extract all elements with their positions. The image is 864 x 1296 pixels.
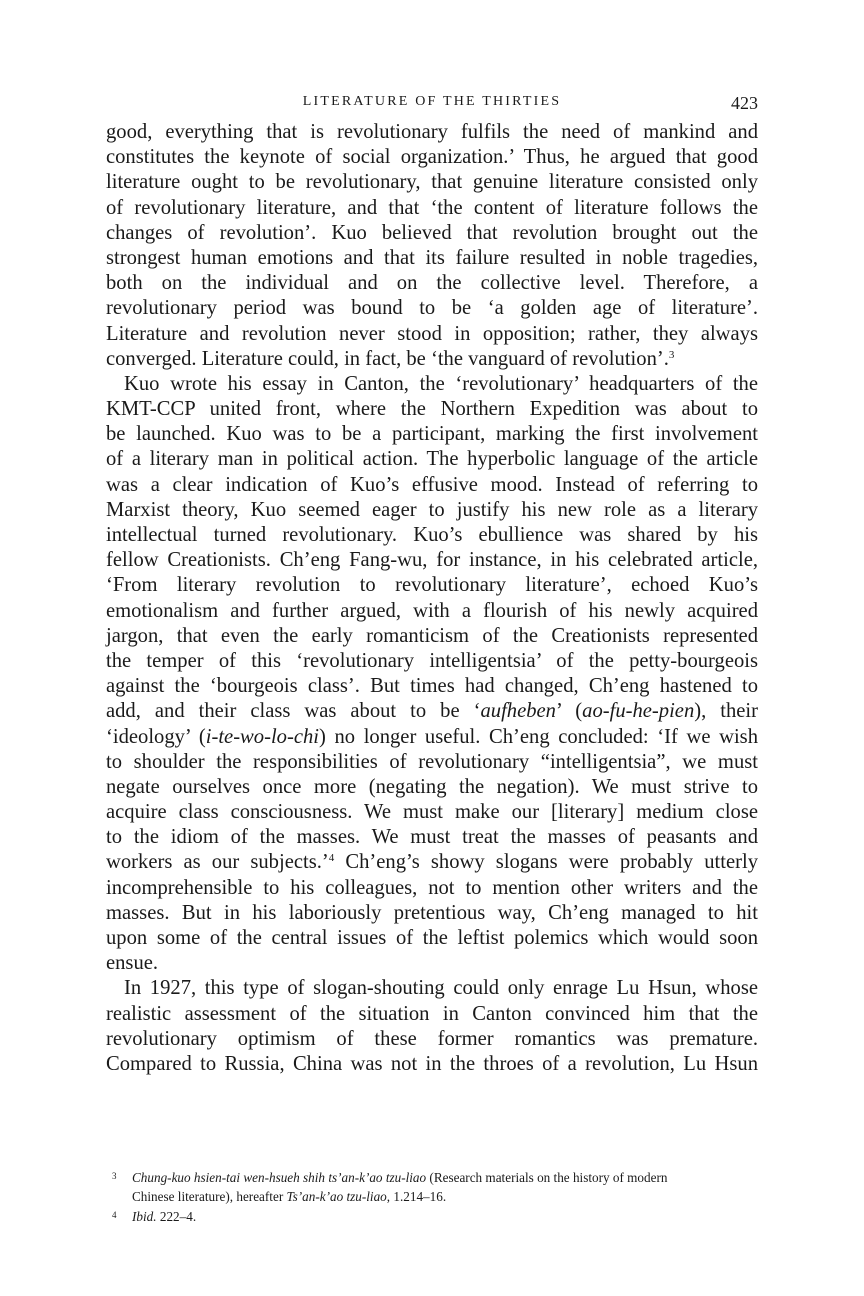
text-segment: workers as our subjects.’ xyxy=(106,851,329,874)
footnote-4 xyxy=(106,1206,758,1226)
text-line: emotionalism and further argued, with a flourish of his newly acquired xyxy=(106,599,758,622)
text-line: ensue. xyxy=(106,952,159,975)
text-segment: add, and their class was about to be ‘ xyxy=(106,700,481,723)
footnote-text: (Research materials on the history of modern xyxy=(426,1170,668,1185)
text-line: changes of revolution’. Kuo believed that revolution brought out the xyxy=(106,221,758,244)
paragraph-start-line: Kuo wrote his essay in Canton, the ‘revolutionary’ headquarters of the xyxy=(124,372,758,395)
footnote-ibid: Ibid. xyxy=(132,1209,157,1224)
footnote-text: , 1.214–16. xyxy=(386,1189,447,1204)
page-number: 423 xyxy=(731,93,758,113)
text-line: of a literary man in political action. The hyperbolic language of the article xyxy=(106,448,758,471)
footnote-short-title: Ts’an-k’ao tzu-liao xyxy=(286,1189,387,1204)
footnotes xyxy=(106,1167,758,1226)
footnote-text: Chinese literature), hereafter xyxy=(132,1189,287,1204)
footnote-ref-4[interactable]: 4 xyxy=(328,852,335,865)
text-line: against the ‘bourgeois class’. But times had changed, Ch’eng hastened to xyxy=(106,675,758,698)
text-line: jargon, that even the early romanticism of the Creationists represented xyxy=(106,624,758,647)
text-line: KMT-CCP united front, where the Northern Expedition was about to xyxy=(106,398,758,421)
text-line xyxy=(106,725,758,750)
text-line: fellow Creationists. Ch’eng Fang-wu, for instance, in his celebrated article, xyxy=(106,549,758,572)
text-line: acquire class consciousness. We must make our [literary] medium close xyxy=(106,801,758,824)
text-line: revolutionary period was bound to be ‘a golden age of literature’. xyxy=(106,297,758,320)
paragraph-start-line: In 1927, this type of slogan-shouting could only enrage Lu Hsun, whose xyxy=(124,977,758,1000)
footnote-text: 222–4. xyxy=(156,1209,197,1224)
text-line: good, everything that is revolutionary fulfils the need of mankind and xyxy=(106,121,758,143)
footnote-3-continued xyxy=(106,1187,758,1206)
text-line: literature ought to be revolutionary, that genuine literature consisted only xyxy=(106,171,758,194)
text-segment: converged. Literature could, in fact, be ‘the vanguard of revolution’. xyxy=(106,347,669,370)
text-line: ‘From literary revolution to revolutionary literature’, echoed Kuo’s xyxy=(106,574,758,597)
text-line: both on the individual and on the collective level. Therefore, a xyxy=(106,272,758,295)
text-line: intellectual turned revolutionary. Kuo’s ebullience was shared by his xyxy=(106,524,758,546)
footnote-mark: 4 xyxy=(112,1210,117,1220)
text-line: Marxist theory, Kuo seemed eager to justify his new role as a literary xyxy=(106,498,758,521)
text-line: masses. But in his laboriously pretentious way, Ch’eng managed to hit xyxy=(106,901,758,924)
text-line: the temper of this ‘revolutionary intelligentsia’ of the petty-bourgeois xyxy=(106,649,758,672)
text-segment: ) no longer useful. Ch’eng concluded: ‘If we wish xyxy=(318,725,758,748)
italic-term-romanization: ao-fu-he-pien xyxy=(582,700,695,723)
page xyxy=(106,92,758,1077)
text-line: strongest human emotions and that its failure resulted in noble tragedies, xyxy=(106,246,758,269)
text-line: to shoulder the responsibilities of revolutionary “intelligentsia”, we must xyxy=(106,750,758,773)
text-line: to the idiom of the masses. We must treat the masses of peasants and xyxy=(106,826,758,849)
text-line: realistic assessment of the situation in Canton convinced him that the xyxy=(106,1002,758,1025)
text-segment: ‘ideology’ ( xyxy=(106,725,206,748)
text-line: negate ourselves once more (negating the negation). We must strive to xyxy=(106,775,758,798)
body-text xyxy=(106,120,758,1077)
text-segment: ’ ( xyxy=(555,700,583,723)
text-line: of revolutionary literature, and that ‘the content of literature follows the xyxy=(106,196,758,219)
text-segment: Ch’eng’s showy slogans were probably utterly xyxy=(334,851,758,874)
text-line: was a clear indication of Kuo’s effusive mood. Instead of referring to xyxy=(106,473,758,496)
text-line xyxy=(106,850,758,875)
text-line xyxy=(106,347,758,372)
text-line: constitutes the keynote of social organization.’ Thus, he argued that good xyxy=(106,146,758,169)
footnote-mark: 3 xyxy=(112,1171,117,1181)
text-line: be launched. Kuo was to be a participant, marking the first involvement xyxy=(106,423,758,446)
footnote-title: Chung-kuo hsien-tai wen-hsueh shih ts’an-k’ao tzu-liao xyxy=(132,1170,427,1185)
italic-term-aufheben: aufheben xyxy=(480,700,556,723)
footnote-ref-3[interactable]: 3 xyxy=(668,348,675,361)
text-line: revolutionary optimism of these former romantics was premature. xyxy=(106,1027,758,1050)
footnote-3 xyxy=(106,1167,758,1187)
text-line: Literature and revolution never stood in opposition; rather, they always xyxy=(106,322,758,345)
text-line: upon some of the central issues of the leftist polemics which would soon xyxy=(106,927,758,949)
text-line: incomprehensible to his colleagues, not to mention other writers and the xyxy=(106,876,758,899)
text-line xyxy=(106,699,758,724)
text-segment: ), their xyxy=(694,700,758,723)
page-header xyxy=(106,92,758,116)
text-line: Compared to Russia, China was not in the throes of a revolution, Lu Hsun xyxy=(106,1052,758,1075)
italic-term-ideology: i-te-wo-lo-chi xyxy=(205,725,319,748)
running-head: LITERATURE OF THE THIRTIES xyxy=(302,94,562,109)
